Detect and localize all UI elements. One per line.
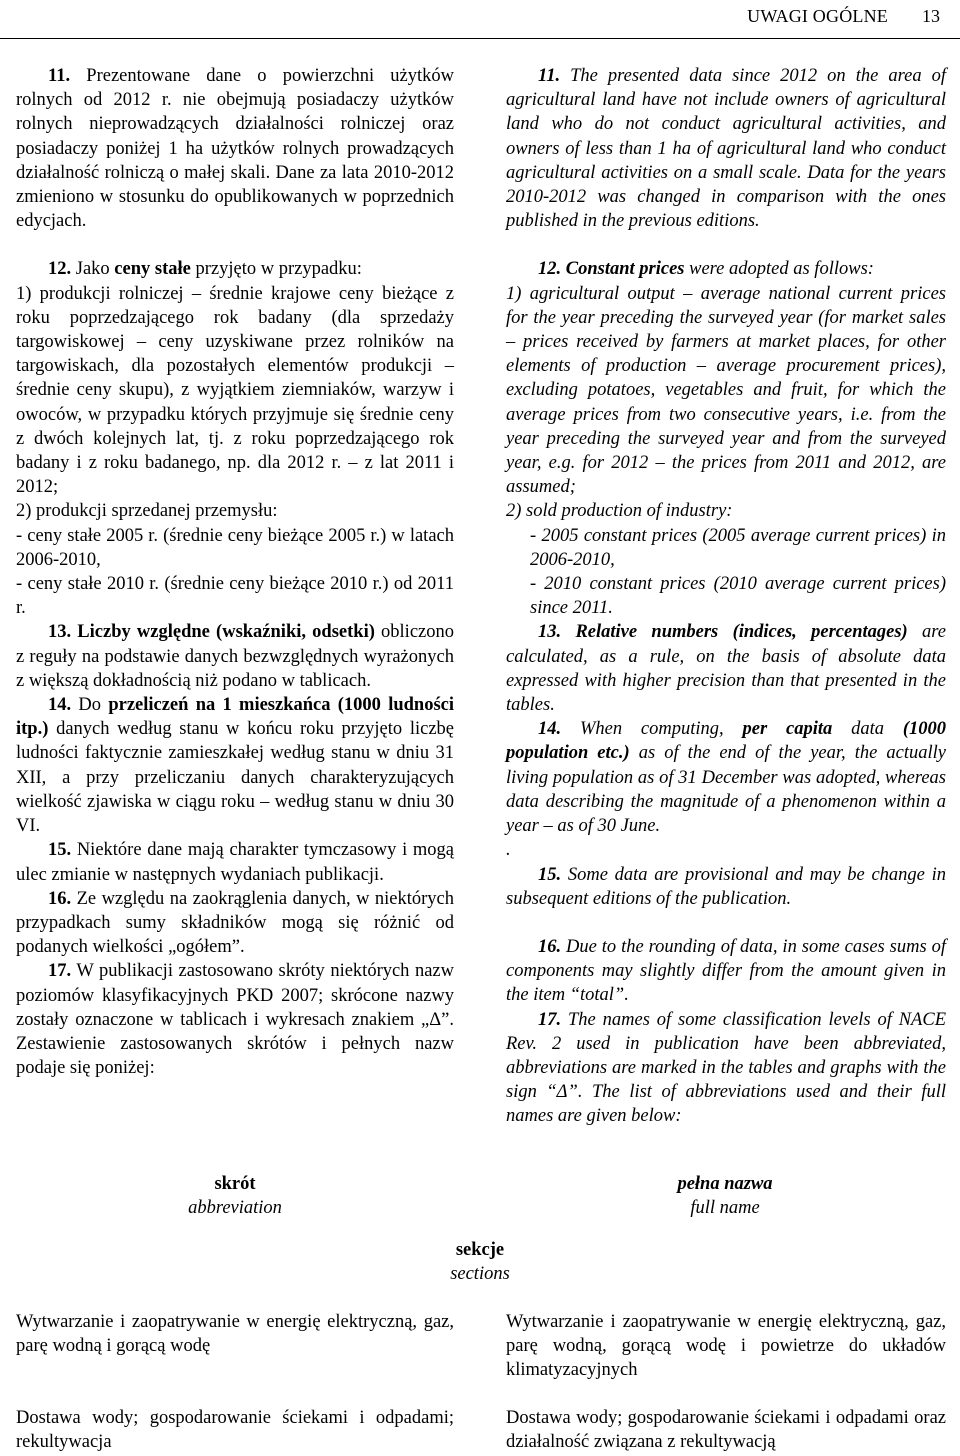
note-12-item-1-en: 1) agricultural output – average national current prices for the year preceding the surveyed year (for market sales – prices received by farmers at market places, for other elements of production – average procurement prices), excluding potatoes, vegetables and fruit, for which the average prices from two consecutive years, i.e. from the year preceding the surveyed year and from the surveyed year, e.g. for 2012 – the prices from 2011 and 2012, are assumed; <box>506 283 946 498</box>
note-12-item-2a-en: - 2005 constant prices (2005 average current prices) in 2006-2010, <box>530 525 946 570</box>
table-row-full-1: Wytwarzanie i zaopatrywanie w energię elektryczną, gaz, parę wodną, gorącą wodę i powietrze do układów klimatyzacyjnych <box>506 1312 946 1381</box>
running-title: UWAGI OGÓLNE <box>747 6 888 26</box>
abbreviation-heading: skrót abbreviation <box>188 1174 282 1219</box>
note-11-en: 11. The presented data since 2012 on the area of agricultural land have not include owners of agricultural land who do not conduct agricultural activities, and owners of less than 1 ha of agricultural land who conduct agricultural activities on a small scale. Data for the years 2010-2012 was changed in comparison with the ones published in the previous editions. <box>506 66 946 232</box>
note-16-pl: 16. Ze względu na zaokrąglenia danych, w niektórych przypadkach sumy składników mogą się różnić od podanych wielkości „ogółem”. <box>16 888 455 958</box>
note-12-item-2b-pl: - ceny stałe 2010 r. (średnie ceny bieżące 2010 r.) od 2011 r. <box>16 574 454 619</box>
note-14-pl: 14. Do przeliczeń na 1 mieszkańca (1000 ludności itp.) danych według stanu w końcu roku przyjęto liczbę ludności faktycznie zamieszkałej według stanu w dniu 31 XII, a przy przeliczaniu danych charakteryzujących wielkość zjawiska w ciągu roku – według stanu w dniu 30 VI. <box>16 695 455 837</box>
stray-dot: . <box>506 840 511 861</box>
note-17-en: 17. The names of some classification levels of NACE Rev. 2 used in publication have been abbreviated, abbreviations are marked in the tables and graphs with the sign “Δ”. The list of abbreviations used and their full names are given below: <box>506 1009 946 1127</box>
note-15-pl: 15. Niektóre dane mają charakter tymczasowy i mogą ulec zmianie w następnych wydaniach publikacji. <box>16 840 455 885</box>
note-13-pl: 13. Liczby względne (wskaźniki, odsetki) obliczono z reguły na podstawie danych bezwzględnych wyrażonych z większą dokładnością niż podano w tablicach. <box>16 622 454 691</box>
english-column <box>506 64 946 1129</box>
table-row-full-2: Dostawa wody; gospodarowanie ściekami i odpadami oraz działalność związana z rekultywacją <box>506 1408 946 1453</box>
note-12-item-1-pl: 1) produkcji rolniczej – średnie krajowe ceny bieżące z roku poprzedzającego rok badany (dla sprzedaży targowiskowej – ceny uzyskiwane przez rolników na targowiskach, dla pozostałych elementów produkcji – średnie ceny skupu), z wyjątkiem ziemniaków, warzyw i owoców, w przypadku których przyjmuje się średnie ceny z dwóch kolejnych lat, tj. z roku poprzedzającego rok badany i z roku badanego, np. dla 2012 r. – z lat 2011 i 2012; <box>16 283 454 498</box>
table-row-short-1: Wytwarzanie i zaopatrywanie w energię elektryczną, gaz, parę wodną i gorącą wodę <box>16 1312 454 1357</box>
polish-column <box>16 64 454 1080</box>
note-17-pl: 17. W publikacji zastosowano skróty niektórych nazw poziomów klasyfikacyjnych PKD 2007; skrócone nazwy zostały oznaczone w tablicach i wykresach znakiem „Δ”. Zestawienie zastosowanych skrótów i pełnych nazw podaje się poniżej: <box>16 961 454 1079</box>
note-15-en: 15. Some data are provisional and may be change in subsequent editions of the publication. <box>506 864 947 909</box>
note-11-pl: 11. Prezentowane dane o powierzchni użytków rolnych od 2012 r. nie obejmują posiadaczy użytków rolnych nieprowadzących działalności rolniczej oraz posiadaczy poniżej 1 ha użytków rolnych prowadzących działalność rolniczą o małej skali. Dane za lata 2010-2012 zmieniono w stosunku do opublikowanych w poprzednich edycjach. <box>16 66 455 232</box>
note-12-item-2-en: 2) sold production of industry: <box>506 501 733 522</box>
full-name-heading: pełna nazwa full name <box>677 1174 773 1219</box>
table-row-short-2: Dostawa wody; gospodarowanie ściekami i odpadami; rekultywacja <box>16 1408 454 1453</box>
note-12-item-2-pl: 2) produkcji sprzedanej przemysłu: <box>16 501 278 522</box>
note-12-en: 12. Constant prices were adopted as follows: <box>538 259 874 280</box>
note-12-item-2a-pl: - ceny stałe 2005 r. (średnie ceny bieżące 2005 r.) w latach 2006-2010, <box>16 525 454 570</box>
note-13-en: 13. Relative numbers (indices, percentages) are calculated, as a rule, on the basis of absolute data expressed with higher precision than that presented in the tables. <box>506 622 947 716</box>
sections-heading: sekcje sections <box>450 1240 510 1285</box>
page-number: 13 <box>922 6 940 26</box>
note-14-en: 14. When computing, per capita data (1000 population etc.) as of the end of the year, the actually living population as of 31 December was adopted, whereas data describing the magnitude of a phenomenon within a year – as of 30 June. <box>506 719 947 837</box>
note-12-pl: 12. Jako ceny stałe przyjęto w przypadku: <box>48 259 362 280</box>
page-header <box>0 0 960 39</box>
note-12-item-2b-en: - 2010 constant prices (2010 average current prices) since 2011. <box>530 574 946 619</box>
note-16-en: 16. Due to the rounding of data, in some cases sums of components may slightly differ from the amount given in the item “total”. <box>506 936 946 1006</box>
